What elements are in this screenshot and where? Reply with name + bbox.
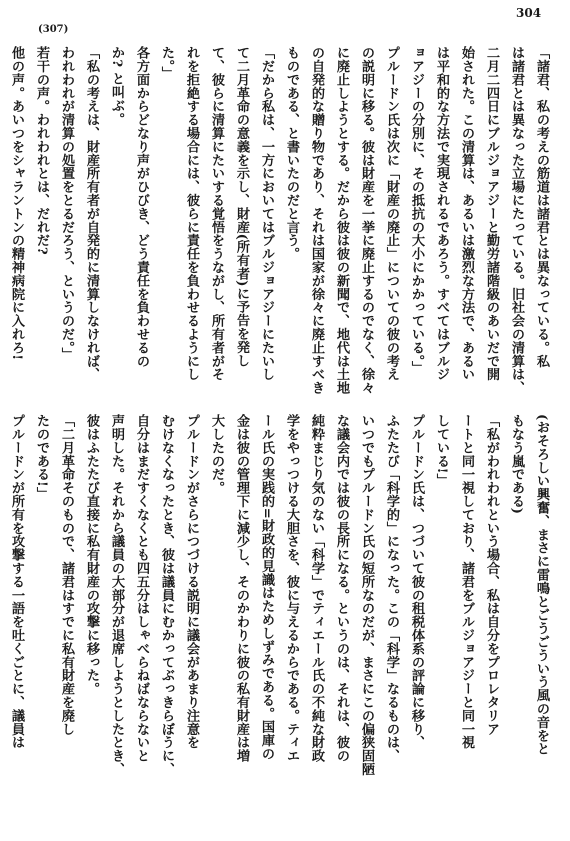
text-line: 純粋まじり気のない「科学」でティエール氏の不純な財政	[309, 414, 324, 763]
text-line: ョアジーの分別に、その抵抗の大小にかかっている。」	[409, 46, 424, 375]
text-line: している!」	[434, 414, 449, 487]
text-line: 二月二四日にブルジョアジーと勤労諸階級のあいだで開	[484, 46, 499, 381]
text-line: 学をやっつける大胆さを、彼に与えるからである。ティエ	[284, 414, 299, 763]
text-line: 他の声。あいつをシャラントンの精神病院に入れろ!	[9, 46, 24, 361]
text-line: 若干の声。われわれとは、だれだ?	[34, 46, 49, 255]
text-line: て、彼らに清算にたいする覚悟をうながし、所有者がそ	[209, 46, 224, 381]
text-line: の説明に移る。彼は財産を一挙に廃止するのでなく、徐々	[359, 46, 374, 395]
page-number: 304	[516, 6, 542, 20]
text-line: の自発的な贈り物であり、それは国家が徐々に廃止すべき	[309, 46, 324, 395]
text-line: 始された。この清算は、あるいは激烈な方法で、あるい	[459, 46, 474, 381]
text-line: ール氏の実践的=財政的見識はためしずみである。国庫の	[259, 414, 274, 761]
text-line: 彼はふたたび直接に私有財産の攻撃に移った。	[84, 414, 99, 696]
text-line: 声明した。それから議員の大部分が退席しようとしたとき、	[109, 414, 124, 776]
text-line: ふたたび「科学的」になった。この「科学」なるものは、	[384, 414, 399, 763]
text-line: プルードンがさらにつづける説明に議会があまり注意を	[184, 414, 199, 749]
text-line: いつでもプルードン氏の短所なのだが、まさにこの偏狭固陋	[359, 414, 374, 776]
text-line: 金は彼の管理下に減少し、そのかわりに彼の私有財産は増	[234, 414, 249, 763]
text-line: な議会内では彼の長所になる。というのは、それは、彼の	[334, 414, 349, 763]
text-line: ものである、と書いたのだと言う。	[284, 46, 299, 261]
text-line: 自分はまだすくなくとも四五分はしゃべらねばならないと	[134, 414, 149, 763]
top-text-column	[9, 46, 554, 398]
text-line: 「私の考えは、財産所有者が自発的に清算しなければ、	[84, 46, 99, 381]
text-line: 「二月革命そのもので、諸君はすでに私有財産を廃し	[59, 414, 74, 736]
text-line: は諸君とは異なった立場にたっている。旧社会の清算は、	[509, 46, 524, 395]
text-line: プルードンが所有を攻撃する一語を吐くごとに、議員は	[9, 414, 24, 749]
text-line: プルードン氏は、つづいて彼の租税体系の評論に移り、	[409, 414, 424, 749]
text-line: に廃止しようとする。だから彼は彼の新聞で、地代は土地	[334, 46, 349, 395]
section-number: (307)	[38, 24, 69, 35]
bottom-text-column	[9, 414, 554, 828]
text-line: 「だから私は、一方においてはブルジョアジーにたいし	[259, 46, 274, 381]
text-line: たのである!」	[34, 414, 49, 501]
text-line: れを拒絶する場合には、彼らに責任を負わせるようにし	[184, 46, 199, 381]
text-line: われわれが清算の処置をとるだろう、というのだ。」	[59, 46, 74, 361]
text-line: て二月革命の意義を示し、財産(所有者)に予告を発し	[234, 46, 249, 368]
text-line: むけなくなったとき、彼は議員にむかってぶっきらぼうに、	[159, 414, 174, 776]
text-line: もなう嵐である)	[509, 414, 524, 515]
text-line: 「私がわれわれという場合、私は自分をプロレタリア	[484, 414, 499, 736]
text-line: か? と叫ぶ。	[109, 46, 124, 126]
text-line: 「諸君、私の考えの筋道は諸君とは異なっている。私	[534, 46, 549, 368]
text-line: 大したのだ。	[209, 414, 224, 495]
text-line: は平和的な方法で実現されるであろう。すべてはブルジ	[434, 46, 449, 381]
text-line: 各方面からどなり声がひびき、どう責任を負わせるの	[134, 46, 149, 368]
text-line: プルードン氏は次に「財産の廃止」についての彼の考え	[384, 46, 399, 381]
text-line: ートと同一視しており、諸君をブルジョアジーと同一視	[459, 414, 474, 749]
text-line: (おそろしい興奮、まさに雷鳴とごうごういう風の音をと	[534, 414, 549, 756]
text-line: た。」	[159, 46, 174, 80]
